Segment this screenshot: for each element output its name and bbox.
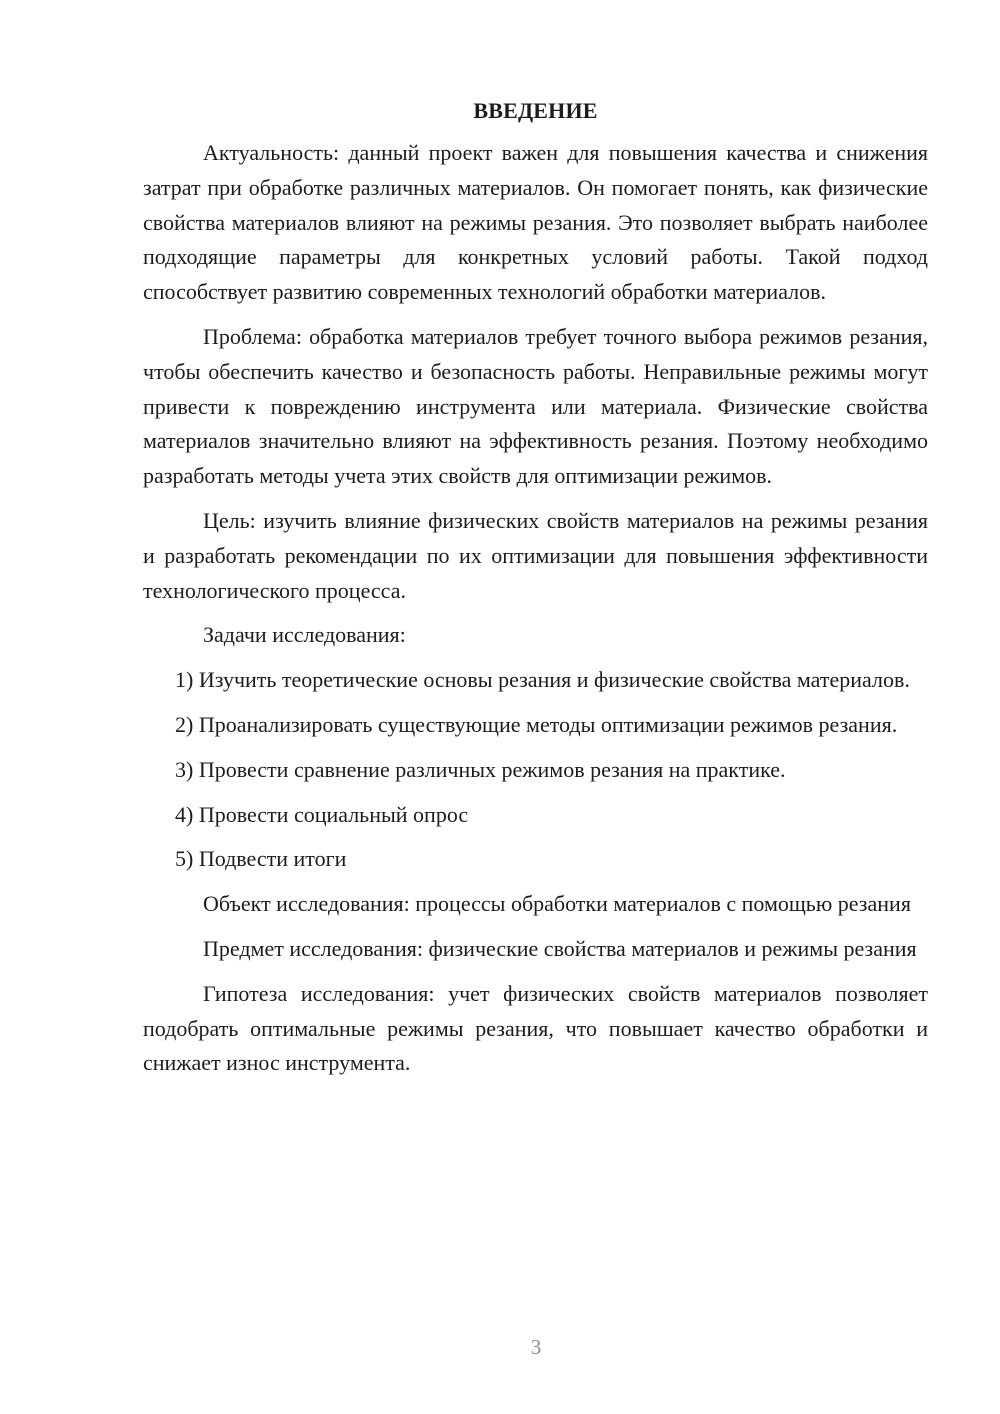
paragraph-problem: Проблема: обработка материалов требует точного выбора режимов резания, чтобы обеспечить качество и безопасность работы. Неправильные режимы могут привести к повреждению инструмента или материала. Физические свойства материалов значительно влияют на эффективность резания. Поэтому необходимо разработать методы учета этих свойств для оптимизации режимов. bbox=[143, 323, 928, 489]
paragraph-subject: Предмет исследования: физические свойства материалов и режимы резания bbox=[203, 935, 917, 961]
paragraph-object: Объект исследования: процессы обработки материалов с помощью резания bbox=[203, 891, 911, 917]
page-content bbox=[143, 94, 928, 1091]
task-item-1: 1) Изучить теоретические основы резания и физические свойства материалов. bbox=[175, 667, 910, 693]
task-item-3: 3) Провести сравнение различных режимов резания на практике. bbox=[175, 756, 786, 782]
paragraph-hypothesis: Гипотеза исследования: учет физических свойств материалов позволяет подобрать оптимальные режимы резания, что повышает качество обработки и снижает износ инструмента. bbox=[143, 980, 928, 1076]
task-item-2: 2) Проанализировать существующие методы оптимизации режимов резания. bbox=[175, 711, 898, 737]
page-number: 3 bbox=[530, 1335, 542, 1359]
paragraph-tasks-heading: Задачи исследования: bbox=[203, 622, 406, 648]
page-title: ВВЕДЕНИЕ bbox=[473, 98, 598, 123]
paragraph-relevance: Актуальность: данный проект важен для повышения качества и снижения затрат при обработке различных материалов. Он помогает понять, как физические свойства материалов влияют на режимы резания. Это позволяет выбрать наиболее подходящие параметры для конкретных условий работы. Такой подход способствует развитию современных технологий обработки материалов. bbox=[143, 140, 928, 305]
task-item-5: 5) Подвести итоги bbox=[175, 846, 347, 872]
task-item-4: 4) Провести социальный опрос bbox=[175, 801, 469, 827]
paragraph-goal: Цель: изучить влияние физических свойств материалов на режимы резания и разработать рекомендации по их оптимизации для повышения эффективности технологического процесса. bbox=[143, 507, 928, 603]
